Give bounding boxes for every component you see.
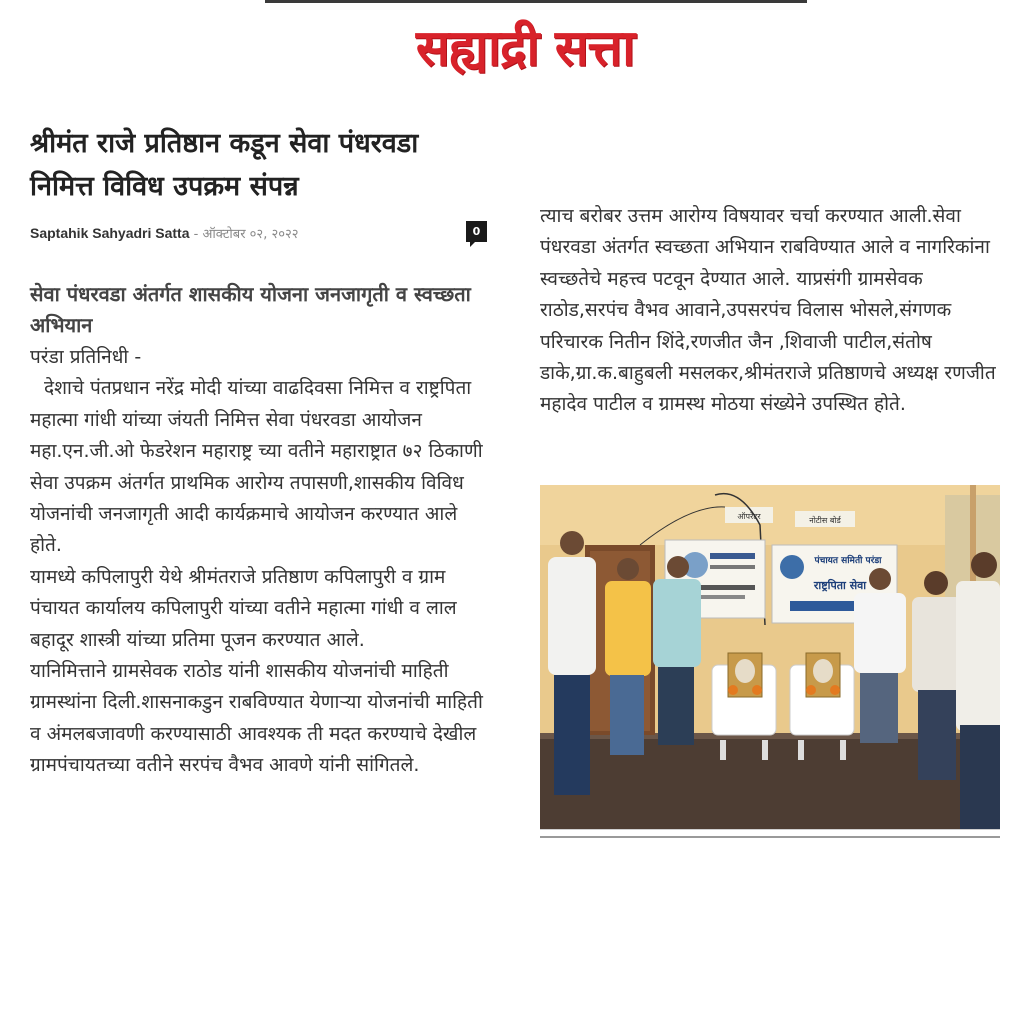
paragraph-2: यामध्ये कपिलापुरी येथे श्रीमंतराजे प्रतिष्ठाण कपिलापुरी व ग्राम पंचायत कार्यालय कपिलापुरी यांच्या वतीने महात्मा गांधी व लाल बहादूर शास्त्री यांच्या प्रतिमा पूजन करण्यात आले.	[30, 565, 457, 651]
article-body-left	[30, 342, 495, 782]
person-1	[548, 531, 596, 795]
article-body-right	[540, 201, 1010, 421]
paragraph-1: देशाचे पंतप्रधान नरेंद्र मोदी यांच्या वाढदिवसा निमित्त व राष्ट्रपिता महात्मा गांधी यांच्या जंयती निमित्त सेवा पंधरवडा आयोजन महा.एन.जी.ओ फेडरेशन महाराष्ट्र च्या वतीने महाराष्ट्रात ७२ ठिकाणी सेवा उपक्रम अंतर्गत प्राथमिक आरोग्य तपासणी,शासकीय विविध योजनांची जनजागृती आदी कार्यक्रमाचे आयोजन करण्यात आले होते.	[30, 377, 483, 557]
sign-notice-board: नोटीस बोर्ड	[809, 516, 841, 525]
publish-date: ऑक्टोबर ०२, २०२२	[202, 227, 299, 242]
paragraph-4: त्याच बरोबर उत्तम आरोग्य विषयावर चर्चा करण्यात आली.सेवा पंधरवडा अंतर्गत स्वच्छता अभियान राबविण्यात आले व नागरिकांना स्वच्छतेचे महत्त्व पटवून देण्यात आले. याप्रसंगी ग्रामसेवक राठोड,सरपंच वैभव आवाने,उपसरपंच विलास भोसले,संगणक परिचारक नितीन शिंदे,रणजीत जैन ,शिवाजी पाटील,संतोष डाके,ग्रा.क.बाहुबली मसलकर,श्रीमंतराजे प्रतिष्ठाणचे अध्यक्ष रणजीत महादेव पाटील व ग्रामस्थ मोठया संख्येने उपस्थित होते.	[540, 205, 996, 416]
dateline: परंडा प्रतिनिधी -	[30, 346, 142, 368]
comment-count-badge[interactable]: 0	[466, 221, 487, 242]
person-3	[653, 556, 701, 745]
masthead-logo: सह्याद्री सत्ता	[415, 18, 635, 77]
person-6	[956, 552, 1000, 830]
sign-operator: ऑपरेटर	[737, 512, 761, 521]
author-name[interactable]: Saptahik Sahyadri Satta	[30, 225, 190, 241]
person-5	[912, 571, 962, 780]
byline-separator: -	[193, 227, 199, 242]
byline	[30, 224, 299, 242]
event-photo	[540, 485, 1000, 830]
article-subhead: सेवा पंधरवडा अंतर्गत शासकीय योजना जनजागृती व स्वच्छता अभियान	[30, 282, 471, 337]
top-rule	[265, 0, 807, 3]
paragraph-3: यानिमित्ताने ग्रामसेवक राठोड यांनी शासकीय योजनांची माहिती ग्रामस्थांना दिली.शासनाकडुन राबविण्यात येणाऱ्या योजनांची माहिती व अंमलबजावणी करण्यासाठी आवश्यक ती मदत करण्याचे देखील ग्रामपंचायतच्या वतीने सरपंच वैभव आवणे यांनी सांगितले.	[30, 660, 483, 777]
banner-subtitle: राष्ट्रपिता सेवा	[813, 579, 867, 592]
photo-divider	[540, 836, 1000, 838]
article-headline: श्रीमंत राजे प्रतिष्ठान कडून सेवा पंधरवडा निमित्त विविध उपक्रम संपन्न	[30, 128, 419, 202]
photo-divider-thin	[540, 829, 1000, 830]
banner-title: पंचायत समिती परंडा	[814, 556, 882, 566]
